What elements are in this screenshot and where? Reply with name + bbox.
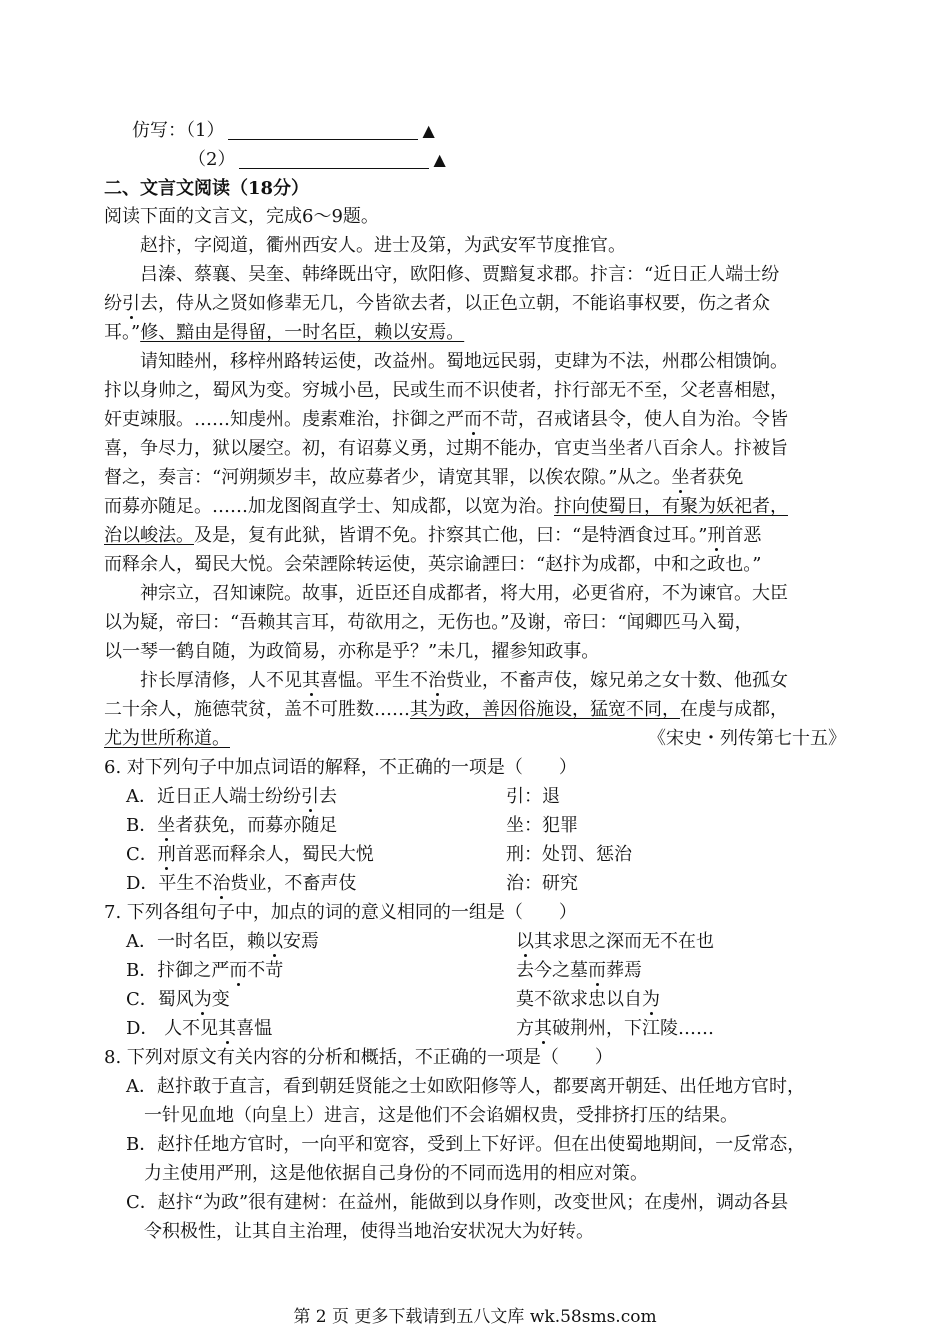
dotted-char: 坐 (157, 815, 176, 836)
dotted-char: 而 (588, 960, 606, 981)
page-footer: 第 2 页 更多下载请到五八文库 wk.58sms.com (293, 1307, 657, 1327)
triangle-marker-2: ▲ (433, 150, 446, 169)
dotted-char: 引 (122, 293, 140, 314)
section-title: 二、文言文阅读（18分） (104, 178, 310, 199)
passage-p3-line1: 请知睦州，移梓州路转运使，改益州。蜀地远民弱，吏肆为不法，州郡公相馈饷。 (140, 351, 788, 372)
dotted-char: 其 (218, 1018, 237, 1039)
q6-option-d[interactable]: D．平生不治赀业，不畜声伎 治：研究 (126, 870, 846, 898)
underlined-sentence: 治以峻法。 (104, 525, 194, 546)
passage-p5-line2: 二十余人，施德茕贫，盖不可胜数……其为政，善因俗施设，猛宽不同，在虔与成都， (104, 699, 788, 720)
q8-option-c-line1[interactable]: C．赵抃“为政”很有建树：在益州，能做到以身作则，改变世风；在虔州，调动各县 (126, 1192, 789, 1213)
passage-p4-line3: 以一琴一鹤自随，为政简易，亦称是乎？”未几，擢参知政事。 (104, 641, 600, 662)
underlined-sentence: 修、黯由是得留，一时名臣，赖以安焉。 (140, 322, 465, 343)
dotted-char: 而 (229, 960, 248, 981)
dotted-char: 而 (464, 409, 482, 430)
q6-c-explanation: 刑：处罚、惩治 (506, 844, 632, 865)
q8-option-b-line2: 力主使用严刑，这是他依据自己身份的不同而选用的相应对策。 (144, 1163, 648, 1184)
passage-p2-line3: 耳。”修、黯由是得留，一时名臣，赖以安焉。 (104, 322, 465, 343)
q8-stem: 8. 下列对原文有关内容的分析和概括，不正确的一项是（ ） (104, 1047, 613, 1068)
dotted-char: 为 (642, 989, 660, 1010)
dotted-char: 坐 (671, 467, 690, 488)
answer-blank-1[interactable] (228, 119, 418, 140)
underlined-sentence: 尤为世所称道。 (104, 728, 230, 749)
triangle-marker-1: ▲ (422, 121, 435, 140)
passage-p3-line8: 而释余人，蜀民大悦。会荣諲除转运使，英宗谕諲曰：“赵抃为成都，中和之政也。” (104, 554, 762, 575)
q8-option-c-line2: 令积极性，让其自主治理，使得当地治安状况大为好转。 (144, 1221, 594, 1242)
passage-p5-line3 (104, 725, 846, 753)
q6-b-explanation: 坐：犯罪 (506, 815, 578, 836)
q7-option-b[interactable]: B．抃御之严而不苛 去今之墓而葬焉 (126, 960, 642, 981)
imitation-line-2 (188, 146, 930, 174)
passage-p3-line2: 抃以身帅之，蜀风为变。穷城小邑，民或生而不识使者，抃行部无不至，父老喜相慰， (104, 380, 788, 401)
passage-p3-line3: 奸吏竦服。……知虔州。虔素难治，抃御之严而不苛，召戒诸县令，使人自为治。令皆 (104, 409, 788, 430)
dotted-char: 治 (212, 873, 231, 894)
passage-p1: 赵抃，字阅道，衢州西安人。进士及第，为武安军节度推官。 (140, 235, 626, 256)
q8-option-b-line1[interactable]: B．赵抃任地方官时，一向平和宽容，受到上下好评。但在出使蜀地期间，一反常态， (126, 1134, 806, 1155)
dotted-char: 为 (193, 989, 212, 1010)
q6-a-explanation: 引：退 (506, 786, 560, 807)
dotted-char: 刑 (707, 525, 726, 546)
passage-p4-line1: 神宗立，召知谏院。故事，近臣还自成都者，将大用，必更省府，不为谏官。大臣 (140, 583, 788, 604)
dotted-char: 以 (265, 931, 283, 952)
passage-p2-line1: 吕溱、蔡襄、吴奎、韩绛既出守，欧阳修、贾黯复求郡。抃言：“近日正人端士纷 (140, 264, 780, 285)
q6-d-explanation: 治：研究 (506, 873, 578, 894)
dotted-char: 其 (302, 670, 320, 691)
underlined-sentence: 抃向使蜀日，有聚为妖祀者， (554, 496, 788, 517)
passage-p3-line7: 治以峻法。及是，复有此狱，皆谓不免。抃察其亡他，曰：“是特酒食过耳。”刑首恶 (104, 525, 762, 546)
q6-option-b[interactable]: B．坐者获免，而募亦随足 坐：犯罪 (126, 812, 846, 840)
imitation-label: 仿写：（1） (132, 120, 225, 141)
dotted-char: 引 (301, 786, 319, 807)
answer-blank-2[interactable] (239, 148, 429, 169)
passage-p3-line4: 喜，争尽力，狱以屡空。初，有诏募义勇，过期不能办，官吏当坐者八百余人。抃被旨 (104, 438, 788, 459)
passage-p5-line1: 抃长厚清修，人不见其喜愠。平生不治赀业，不畜声伎，嫁兄弟之女十数、他孤女 (140, 670, 788, 691)
q7-stem: 7. 下列各组句子中，加点的词的意义相同的一组是（ ） (104, 902, 577, 923)
q6-option-c[interactable]: C．刑首恶而释余人，蜀民大悦 刑：处罚、惩治 (126, 841, 846, 869)
passage-p3-line5: 督之，奏言：“河朔频岁丰，故应募者少，请宽其罪，以俟农隙。”从之。坐者获免 (104, 467, 744, 488)
q7-option-c[interactable]: C．蜀风为变 莫不欲求忠以自为 (126, 989, 660, 1010)
passage-p4-line2: 以为疑，帝曰：“吾赖其言耳，苟欲用之，无伤也。”及谢，帝曰：“闻卿匹马入蜀， (104, 612, 753, 633)
dotted-char: 刑 (157, 844, 176, 865)
dotted-char: 治 (428, 670, 446, 691)
imitation-label-2: （2） (188, 149, 236, 170)
q7-option-a[interactable]: A．一时名臣，赖以安焉 以其求思之深而无不在也 (126, 931, 714, 952)
instruction: 阅读下面的文言文，完成6～9题。 (104, 206, 379, 227)
source-citation: 《宋史・列传第七十五》 (648, 728, 846, 749)
q6-stem: 6. 对下列句子中加点词语的解释，不正确的一项是（ ） (104, 757, 577, 778)
q8-option-a-line1[interactable]: A．赵抃敢于直言，看到朝廷贤能之士如欧阳修等人，都要离开朝廷、出任地方官时， (126, 1076, 805, 1097)
q7-option-d[interactable]: D． 人不见其喜愠 方其破荆州，下江陵…… (126, 1018, 714, 1039)
q6-option-a[interactable]: A．近日正人端士纷纷引去 引：退 (126, 783, 846, 811)
underlined-sentence: 其为政，善因俗施设，猛宽不同， (410, 699, 680, 720)
passage-p3-line6: 而募亦随足。……加龙图阁直学士、知成都，以宽为治。抃向使蜀日，有聚为妖祀者， (104, 496, 788, 517)
dotted-char: 其 (534, 1018, 552, 1039)
passage-p2-line2: 纷引去，侍从之贤如修辈无几，今皆欲去者，以正色立朝，不能谄事权要，伤之者众 (104, 293, 770, 314)
dotted-char: 以 (516, 931, 534, 952)
imitation-line-1 (132, 117, 874, 145)
q8-option-a-line2: 一针见血地（向皇上）进言，这是他们不会谄媚权贵，受排挤打压的结果。 (144, 1105, 738, 1126)
